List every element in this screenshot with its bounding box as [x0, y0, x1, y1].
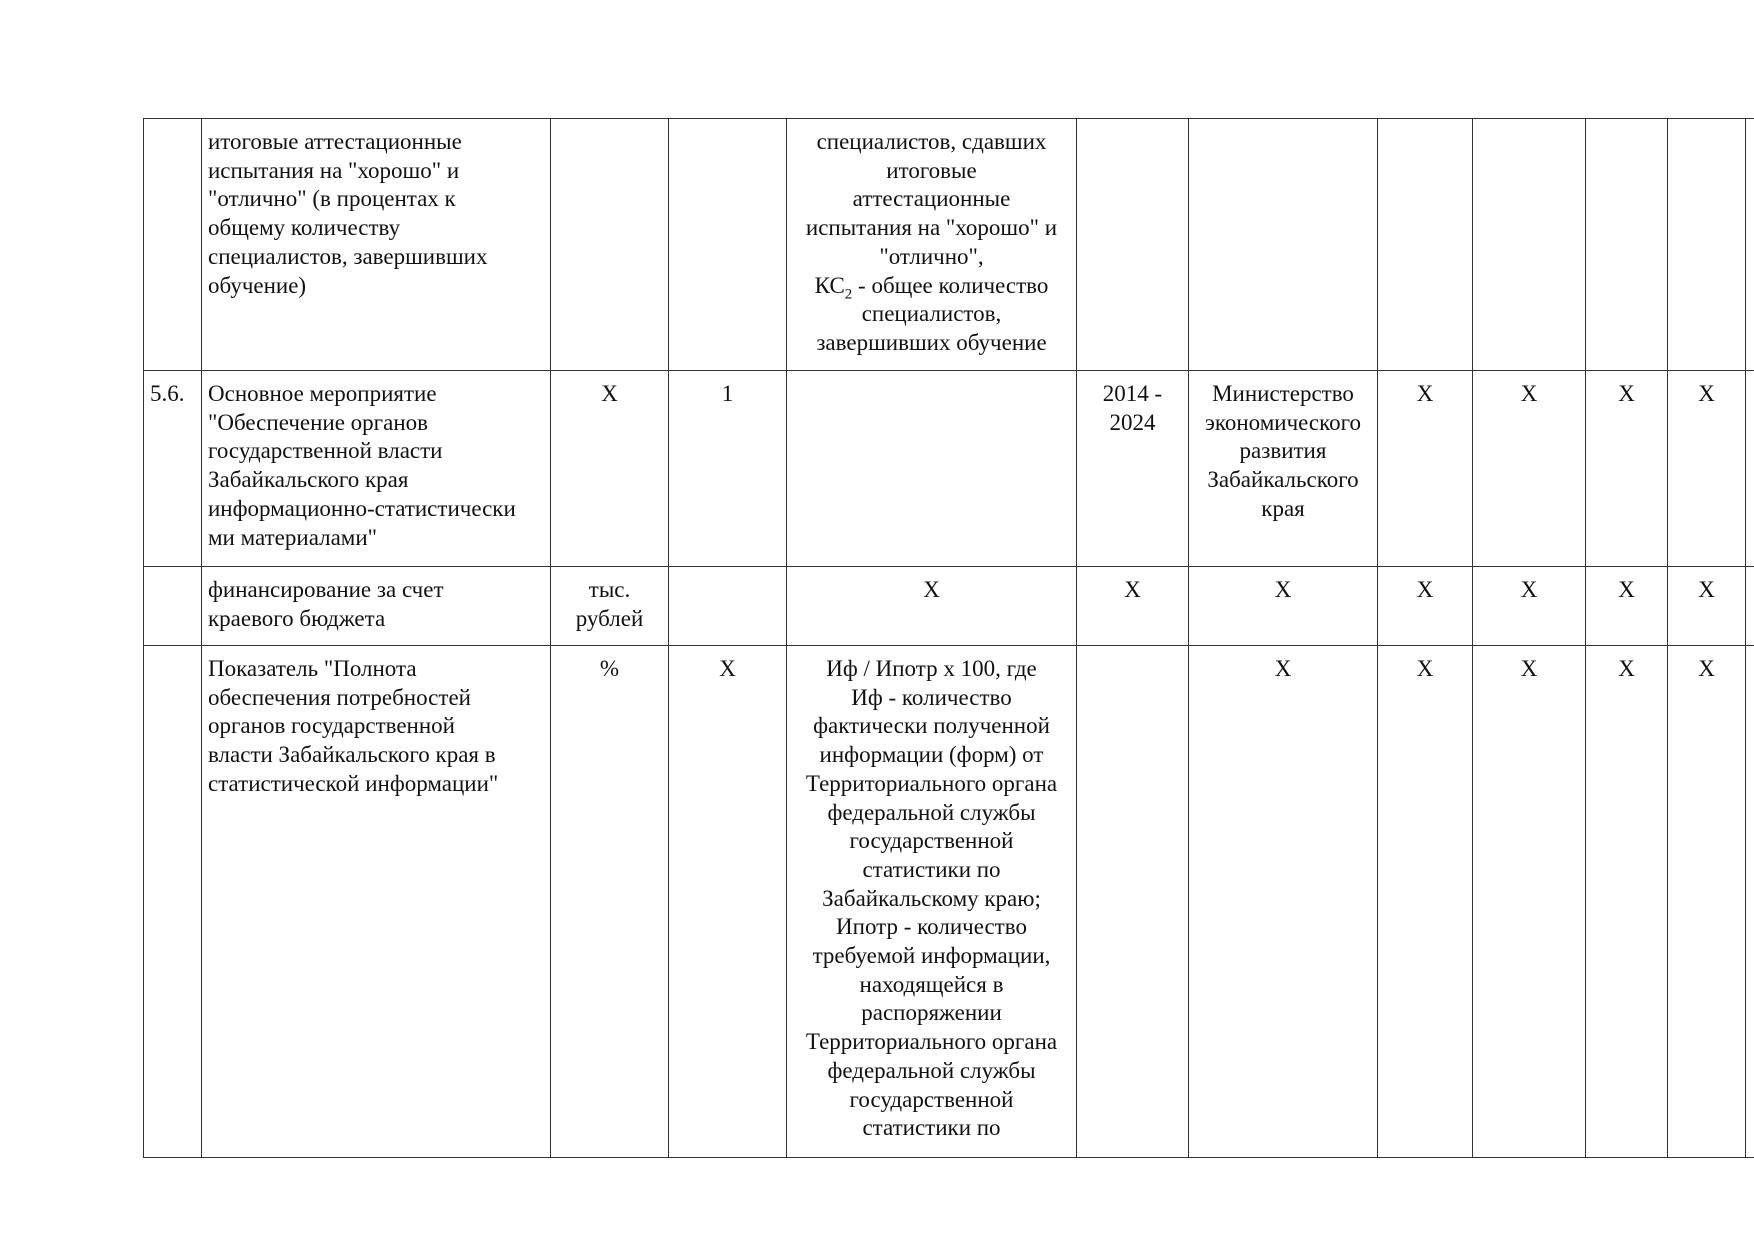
cell-value-2: Х: [1473, 371, 1586, 567]
cell-name: финансирование за счет краевого бюджета: [202, 567, 551, 646]
cell-value-1: [1378, 119, 1473, 371]
cell-weight: [669, 119, 787, 371]
cell-formula: Иф / Ипотр х 100, где Иф - количество фактически полученной информации (форм) от Территориального органа федеральной службы государственной статистики по Забайкальскому краю; Ипотр - количество требуемой информации, находящейся в распоряжении Территориального органа федеральной службы государственной статистики по: [787, 646, 1077, 1158]
cell-value-3: Х: [1586, 371, 1668, 567]
cell-weight: Х: [669, 646, 787, 1158]
cell-years: Х: [1077, 567, 1189, 646]
cell-value-3: Х: [1586, 567, 1668, 646]
cell-executor: Х: [1189, 646, 1378, 1158]
cell-value-4: [1668, 119, 1746, 371]
cell-years: [1077, 646, 1189, 1158]
cell-value-4: Х: [1668, 567, 1746, 646]
cell-formula: [787, 119, 1077, 371]
cell-weight: 1: [669, 371, 787, 567]
cell-value-1: Х: [1378, 371, 1473, 567]
cell-executor: Х: [1189, 567, 1378, 646]
cell-value-2: Х: [1473, 567, 1586, 646]
table-row: [144, 567, 1754, 646]
cell-number: 5.6.: [144, 371, 202, 567]
cell-value-2: Х: [1473, 646, 1586, 1158]
cell-unit: Х: [551, 371, 669, 567]
cell-years: [1077, 119, 1189, 371]
cell-unit: [551, 119, 669, 371]
cell-weight: [669, 567, 787, 646]
cell-value-5: [1746, 371, 1754, 567]
table-row: [144, 646, 1754, 1158]
cell-value-4: Х: [1668, 371, 1746, 567]
cell-number: [144, 567, 202, 646]
table-row: [144, 371, 1754, 567]
cell-name: Основное мероприятие "Обеспечение органов государственной власти Забайкальского края информационно-статистически ми материалами": [202, 371, 551, 567]
cell-unit: %: [551, 646, 669, 1158]
cell-value-3: [1586, 119, 1668, 371]
cell-value-1: Х: [1378, 646, 1473, 1158]
cell-number: [144, 646, 202, 1158]
cell-name: Показатель "Полнота обеспечения потребностей органов государственной власти Забайкальского края в статистической информации": [202, 646, 551, 1158]
cell-executor: [1189, 119, 1378, 371]
cell-value-1: Х: [1378, 567, 1473, 646]
cell-years: 2014 - 2024: [1077, 371, 1189, 567]
cell-value-5: [1746, 567, 1754, 646]
formula-text-end: - общее количество специалистов, завершивших обучение: [816, 272, 1049, 355]
table-row: [144, 119, 1754, 371]
formula-subscript: 2: [844, 286, 853, 303]
cell-executor: Министерство экономического развития Забайкальского края: [1189, 371, 1378, 567]
cell-value-2: [1473, 119, 1586, 371]
cell-unit: тыс. рублей: [551, 567, 669, 646]
cell-value-5: [1746, 119, 1754, 371]
cell-formula: Х: [787, 567, 1077, 646]
program-indicators-table: [143, 118, 1754, 1158]
cell-name: итоговые аттестационные испытания на "хорошо" и "отлично" (в процентах к общему количеству специалистов, завершивших обучение): [202, 119, 551, 371]
formula-text: специалистов, сдавших итоговые аттестационные испытания на "хорошо" и "отлично", КС: [805, 129, 1058, 298]
cell-value-3: Х: [1586, 646, 1668, 1158]
cell-value-4: Х: [1668, 646, 1746, 1158]
cell-value-5: [1746, 646, 1754, 1158]
cell-formula: [787, 371, 1077, 567]
cell-number: [144, 119, 202, 371]
